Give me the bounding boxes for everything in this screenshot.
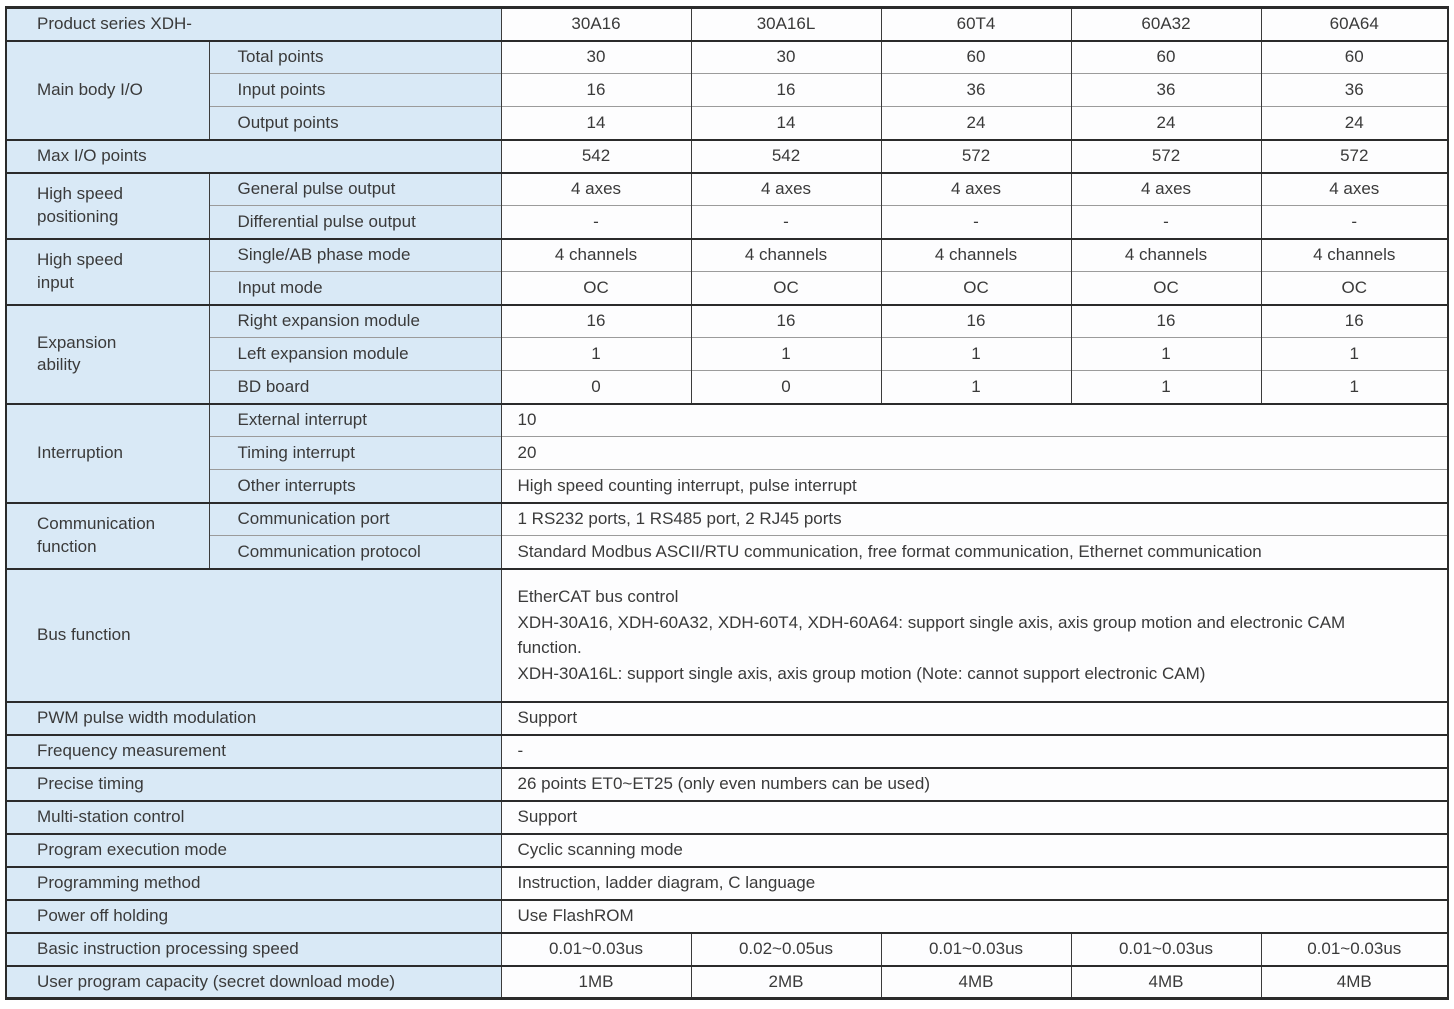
table-row [6,8,1448,41]
table-row [6,470,1448,503]
bus-function-line: XDH-30A16L: support single axis, axis group motion (Note: cannot support electronic CAM) [517,663,1206,683]
group-label-cell: Communication function [6,503,209,569]
table-row [6,702,1448,735]
row-label-cell: Right expansion module [209,305,501,338]
spec-value-cell: 1 [1071,338,1261,371]
table-row [6,305,1448,338]
row-label-cell: Frequency measurement [6,735,501,768]
table-row [6,900,1448,933]
spec-value-cell: 16 [691,305,881,338]
spanning-value-cell: 1 RS232 ports, 1 RS485 port, 2 RJ45 ports [501,503,1448,536]
spanning-value-cell: - [501,735,1448,768]
spec-value-cell: 24 [1261,107,1448,140]
spec-value-cell: 1 [501,338,691,371]
spec-value-cell: 1 [1261,338,1448,371]
spec-value-cell: 0 [691,371,881,404]
row-label-cell: Other interrupts [209,470,501,503]
spec-value-cell: 4MB [881,966,1071,999]
row-label-cell: Program execution mode [6,834,501,867]
table-row [6,404,1448,437]
spec-value-cell: 60 [1071,41,1261,74]
spec-value-cell: OC [1071,272,1261,305]
spec-value-cell: 36 [1071,74,1261,107]
row-label-cell: Bus function [6,569,501,702]
spec-value-cell: 4MB [1261,966,1448,999]
spec-value-cell: 36 [1261,74,1448,107]
row-label-cell: Left expansion module [209,338,501,371]
spec-value-cell: 0.01~0.03us [1261,933,1448,966]
row-label-cell: Multi-station control [6,801,501,834]
model-header-cell: 60A64 [1261,8,1448,41]
table-row [6,933,1448,966]
spanning-value-cell: 26 points ET0~ET25 (only even numbers can be used) [501,768,1448,801]
spanning-value-cell: Use FlashROM [501,900,1448,933]
spec-table-body [6,8,1448,999]
spanning-value-cell: Instruction, ladder diagram, C language [501,867,1448,900]
group-label-cell: Expansion ability [6,305,209,404]
spec-value-cell: 14 [691,107,881,140]
row-label-cell: Precise timing [6,768,501,801]
row-label-cell: Max I/O points [6,140,501,173]
spanning-value-cell: 10 [501,404,1448,437]
spec-value-cell: 0 [501,371,691,404]
table-row [6,735,1448,768]
spec-value-cell: 16 [501,305,691,338]
table-row [6,41,1448,74]
row-label-cell: Differential pulse output [209,206,501,239]
spec-value-cell: 1 [881,371,1071,404]
spec-value-cell: 542 [691,140,881,173]
spec-value-cell: 4 axes [1071,173,1261,206]
product-series-header-cell: Product series XDH- [6,8,501,41]
spanning-value-cell: 20 [501,437,1448,470]
spanning-value-cell [501,569,1448,702]
spec-value-cell: 4MB [1071,966,1261,999]
spec-value-cell: 572 [1071,140,1261,173]
spanning-value-cell: Support [501,801,1448,834]
table-row [6,569,1448,702]
model-header-cell: 60A32 [1071,8,1261,41]
row-label-cell: Programming method [6,867,501,900]
spec-value-cell: 4 axes [501,173,691,206]
table-row [6,107,1448,140]
spec-value-cell: 4 axes [881,173,1071,206]
row-label-cell: Output points [209,107,501,140]
row-label-cell: Communication protocol [209,536,501,569]
spec-value-cell: 4 channels [1071,239,1261,272]
spec-value-cell: 16 [1261,305,1448,338]
spec-value-cell: - [501,206,691,239]
table-row [6,371,1448,404]
spec-value-cell: 4 channels [1261,239,1448,272]
spec-value-cell: 572 [1261,140,1448,173]
spec-value-cell: - [691,206,881,239]
table-row [6,338,1448,371]
spec-value-cell: 1 [691,338,881,371]
spanning-value-cell: Support [501,702,1448,735]
spec-value-cell: 1 [881,338,1071,371]
table-row [6,74,1448,107]
table-row [6,834,1448,867]
row-label-cell: Input points [209,74,501,107]
spec-value-cell: OC [691,272,881,305]
spec-value-cell: 16 [691,74,881,107]
table-row [6,206,1448,239]
table-row [6,140,1448,173]
table-row [6,503,1448,536]
spec-value-cell: 30 [691,41,881,74]
table-row [6,272,1448,305]
spec-value-cell: 16 [881,305,1071,338]
spec-value-cell: OC [881,272,1071,305]
model-header-cell: 30A16L [691,8,881,41]
row-label-cell: Timing interrupt [209,437,501,470]
table-row [6,966,1448,999]
spec-value-cell: 24 [1071,107,1261,140]
spec-value-cell: OC [501,272,691,305]
group-label-cell: Interruption [6,404,209,503]
row-label-cell: User program capacity (secret download mode) [6,966,501,999]
row-label-cell: Communication port [209,503,501,536]
spec-value-cell: OC [1261,272,1448,305]
spanning-value-cell: High speed counting interrupt, pulse interrupt [501,470,1448,503]
spec-value-cell: 572 [881,140,1071,173]
row-label-cell: Single/AB phase mode [209,239,501,272]
spec-value-cell: 60 [1261,41,1448,74]
row-label-cell: PWM pulse width modulation [6,702,501,735]
product-spec-table [5,6,1449,1000]
table-row [6,536,1448,569]
table-row [6,173,1448,206]
spec-value-cell: 0.01~0.03us [881,933,1071,966]
spec-value-cell: 4 channels [501,239,691,272]
spec-value-cell: 542 [501,140,691,173]
model-header-cell: 60T4 [881,8,1071,41]
row-label-cell: Total points [209,41,501,74]
bus-function-line: XDH-30A16, XDH-60A32, XDH-60T4, XDH-60A64: support single axis, axis group motion and electronic CAM function. [517,612,1346,657]
group-label-cell: High speed positioning [6,173,209,239]
spec-value-cell: - [881,206,1071,239]
table-row [6,768,1448,801]
model-header-cell: 30A16 [501,8,691,41]
spec-value-cell: 36 [881,74,1071,107]
bus-function-line: EtherCAT bus control [517,587,679,606]
spec-value-cell: 30 [501,41,691,74]
spec-value-cell: 2MB [691,966,881,999]
row-label-cell: Basic instruction processing speed [6,933,501,966]
spec-value-cell: 16 [501,74,691,107]
group-label-cell: Main body I/O [6,41,209,140]
spec-value-cell: 0.01~0.03us [501,933,691,966]
spec-value-cell: 1MB [501,966,691,999]
table-row [6,801,1448,834]
table-row [6,239,1448,272]
spanning-value-cell: Cyclic scanning mode [501,834,1448,867]
spanning-value-cell: Standard Modbus ASCII/RTU communication, free format communication, Ethernet communication [501,536,1448,569]
table-row [6,867,1448,900]
spec-value-cell: 14 [501,107,691,140]
group-label-cell: High speed input [6,239,209,305]
spec-value-cell: 16 [1071,305,1261,338]
spec-value-cell: 1 [1261,371,1448,404]
spec-value-cell: - [1071,206,1261,239]
spec-value-cell: 4 channels [691,239,881,272]
spec-value-cell: 1 [1071,371,1261,404]
row-label-cell: General pulse output [209,173,501,206]
spec-value-cell: 4 axes [691,173,881,206]
row-label-cell: Input mode [209,272,501,305]
spec-value-cell: 4 axes [1261,173,1448,206]
spec-value-cell: - [1261,206,1448,239]
row-label-cell: External interrupt [209,404,501,437]
row-label-cell: BD board [209,371,501,404]
spec-value-cell: 0.02~0.05us [691,933,881,966]
spec-value-cell: 0.01~0.03us [1071,933,1261,966]
row-label-cell: Power off holding [6,900,501,933]
spec-value-cell: 4 channels [881,239,1071,272]
table-row [6,437,1448,470]
spec-value-cell: 60 [881,41,1071,74]
spec-value-cell: 24 [881,107,1071,140]
